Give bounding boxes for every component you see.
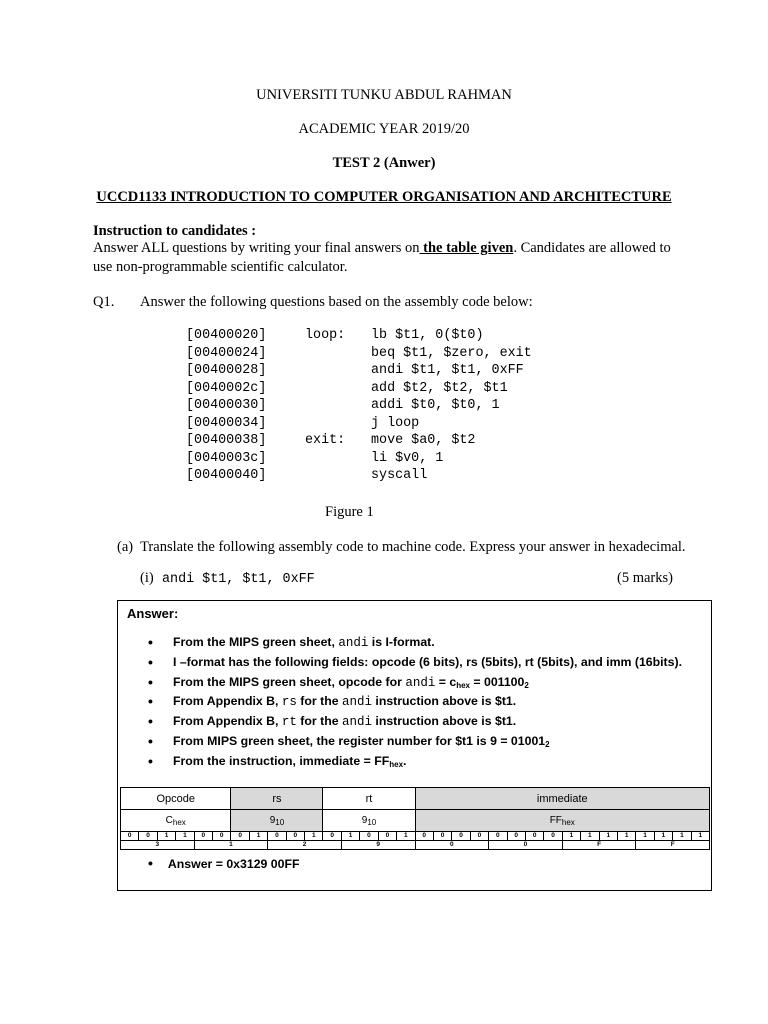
instruction-text: [93, 239, 671, 258]
question-number: Q1.: [93, 294, 115, 310]
step-code: andi: [338, 636, 369, 650]
rs-value: [231, 810, 323, 832]
bit-cell: 0: [507, 832, 525, 841]
bit-cell: 0: [544, 832, 562, 841]
part-a-question: (a) Translate the following assembly code to machine code. Express your answer in hexadecimal.: [117, 539, 686, 555]
hex-digit-row: [121, 841, 710, 850]
hex-digit-cell: 0: [415, 841, 489, 850]
answer-step: [148, 754, 708, 774]
bit-cell: 0: [378, 832, 396, 841]
course-title-text: UCCD1133 INTRODUCTION TO COMPUTER ORGANISATION AND ARCHITECTURE: [96, 189, 672, 205]
step-code: rs: [281, 695, 297, 710]
value-text: FF: [549, 814, 562, 826]
step-text: for the: [296, 694, 342, 709]
step-code: andi: [341, 715, 372, 730]
academic-year: ACADEMIC YEAR 2019/20: [298, 121, 470, 137]
bit-cell: 1: [249, 832, 267, 841]
step-code: andi: [341, 695, 372, 710]
bit-cell: 0: [525, 832, 543, 841]
step-text: .: [403, 753, 407, 768]
step-text: From the instruction, immediate = FF: [173, 753, 390, 768]
step-text: = c: [435, 674, 457, 689]
answer-step: [148, 714, 708, 734]
bit-cell: 0: [231, 832, 249, 841]
step-code: rt: [281, 715, 297, 730]
step-text: 01001: [510, 733, 546, 748]
hex-digit-cell: 3: [121, 841, 195, 850]
hex-digit-cell: F: [562, 841, 636, 850]
code-address: [00400028]: [186, 363, 267, 378]
sub-question-code: andi $t1, $t1, 0xFF: [162, 572, 315, 587]
bit-cell: 0: [213, 832, 231, 841]
bit-cell: 0: [452, 832, 470, 841]
bit-cell: 0: [415, 832, 433, 841]
answer-steps: [148, 635, 708, 774]
value-subscript: 10: [275, 817, 285, 827]
bit-cell: 0: [360, 832, 378, 841]
rs-header: rs: [231, 788, 323, 810]
bit-cell: 1: [617, 832, 635, 841]
step-text: instruction above is $t1.: [371, 694, 517, 709]
bit-cell: 1: [341, 832, 359, 841]
opcode-value: [121, 810, 231, 832]
bit-cell: 0: [323, 832, 341, 841]
value-text: 9: [361, 814, 368, 826]
instruction-heading: Instruction to candidates :: [93, 223, 257, 239]
hex-digit-cell: 9: [341, 841, 415, 850]
instruction-line-2: use non-programmable scientific calculator.: [93, 259, 348, 275]
answer-box: [117, 600, 712, 891]
bit-cell: 1: [581, 832, 599, 841]
field-header-row: [121, 788, 710, 810]
value-subscript: hex: [172, 817, 186, 827]
step-code: andi: [405, 675, 436, 690]
bit-cell: 0: [470, 832, 488, 841]
code-address: [0040003c]: [186, 450, 267, 466]
bit-cell: 1: [397, 832, 415, 841]
code-address: [00400038]: [186, 433, 267, 448]
step-text: for the: [296, 714, 342, 729]
code-label: loop:: [305, 328, 346, 343]
bit-cell: 1: [691, 832, 709, 841]
bit-cell: 1: [305, 832, 323, 841]
code-instruction: move $a0, $t2: [371, 433, 476, 448]
sub-question-label: (i): [140, 570, 154, 586]
final-answer-text: Answer = 0x3129 00FF: [167, 857, 300, 871]
value-subscript: 10: [367, 817, 377, 827]
bit-cell: 0: [489, 832, 507, 841]
step-subscript: hex: [456, 680, 470, 690]
step-text: From Appendix B,: [173, 694, 282, 709]
code-instruction: syscall: [371, 468, 428, 483]
question-prompt: Answer the following questions based on the assembly code below:: [140, 294, 533, 310]
code-instruction: addi $t0, $t0, 1: [371, 398, 500, 413]
immediate-header: immediate: [415, 788, 710, 810]
marks-label: (5 marks): [617, 570, 673, 586]
code-label: exit:: [305, 433, 346, 448]
bit-cell: 0: [139, 832, 157, 841]
code-instruction: add $t2, $t2, $t1: [371, 380, 508, 396]
rt-header: rt: [323, 788, 415, 810]
step-subscript: 2: [545, 739, 550, 749]
code-address: [00400040]: [186, 468, 267, 483]
code-address: [00400024]: [186, 345, 267, 361]
course-title: [0, 189, 768, 206]
opcode-header: Opcode: [121, 788, 231, 810]
figure-caption: Figure 1: [325, 504, 374, 520]
code-instruction: li $v0, 1: [371, 450, 444, 466]
step-subscript: hex: [389, 759, 404, 769]
immediate-value: [415, 810, 710, 832]
bit-cell: 0: [268, 832, 286, 841]
step-text: From the MIPS green sheet,: [173, 635, 339, 649]
university-name: UNIVERSITI TUNKU ABDUL RAHMAN: [256, 87, 512, 103]
bit-cell: 1: [157, 832, 175, 841]
step-text: From MIPS green sheet, the register number for $t1 is 9 =: [173, 733, 511, 748]
code-address: [00400020]: [186, 328, 267, 343]
code-instruction: andi $t1, $t1, 0xFF: [371, 363, 524, 378]
rt-value: [323, 810, 415, 832]
code-address: [00400034]: [186, 415, 267, 431]
hex-digit-cell: 1: [194, 841, 268, 850]
answer-title: Answer:: [127, 606, 179, 621]
answer-step: [148, 675, 708, 695]
bit-cell: 0: [286, 832, 304, 841]
answer-step: [148, 734, 708, 754]
instruction-emphasis: the table given: [419, 240, 514, 256]
code-instruction: beq $t1, $zero, exit: [371, 345, 532, 361]
step-text: From the MIPS green sheet, opcode for: [173, 674, 406, 689]
instruction-text-end: . Candidates are allowed to: [513, 240, 671, 256]
step-text: instruction above is $t1.: [371, 714, 517, 729]
step-text: is I-format.: [368, 635, 435, 649]
hex-digit-cell: 2: [268, 841, 342, 850]
bit-cell: 1: [636, 832, 654, 841]
bit-cell: 1: [562, 832, 580, 841]
bit-cell: 0: [433, 832, 451, 841]
hex-digit-cell: F: [636, 841, 710, 850]
answer-step: [148, 694, 708, 714]
bit-cell: 1: [654, 832, 672, 841]
answer-step: [148, 655, 708, 675]
code-instruction: j loop: [371, 415, 420, 431]
answer-step: [148, 635, 708, 655]
bit-cell: 0: [194, 832, 212, 841]
value-text: C: [165, 814, 173, 826]
field-value-row: [121, 810, 710, 832]
hex-digit-cell: 0: [489, 841, 563, 850]
bit-cell: 1: [176, 832, 194, 841]
step-subscript: 2: [524, 680, 529, 690]
code-line: [186, 328, 266, 343]
encoding-table: [120, 787, 710, 850]
bit-cell: 0: [121, 832, 139, 841]
bit-cell: 1: [673, 832, 691, 841]
bit-cell: 1: [599, 832, 617, 841]
step-text: I –format has the following fields: opcode (6 bits), rs (5bits), rt (5bits), and imm (16bits).: [173, 654, 683, 669]
code-address: [00400030]: [186, 398, 267, 413]
test-title: TEST 2 (Anwer): [332, 155, 436, 171]
code-instruction: lb $t1, 0($t0): [371, 328, 484, 343]
step-text: From Appendix B,: [173, 714, 282, 729]
instruction-text-start: Answer ALL questions by writing your final answers on: [93, 240, 420, 256]
bit-row: [121, 832, 710, 841]
final-answer: [148, 855, 300, 871]
value-subscript: hex: [561, 817, 575, 827]
value-text: 9: [269, 814, 276, 826]
step-text: = 001100: [469, 674, 525, 689]
code-address: [0040002c]: [186, 380, 267, 396]
